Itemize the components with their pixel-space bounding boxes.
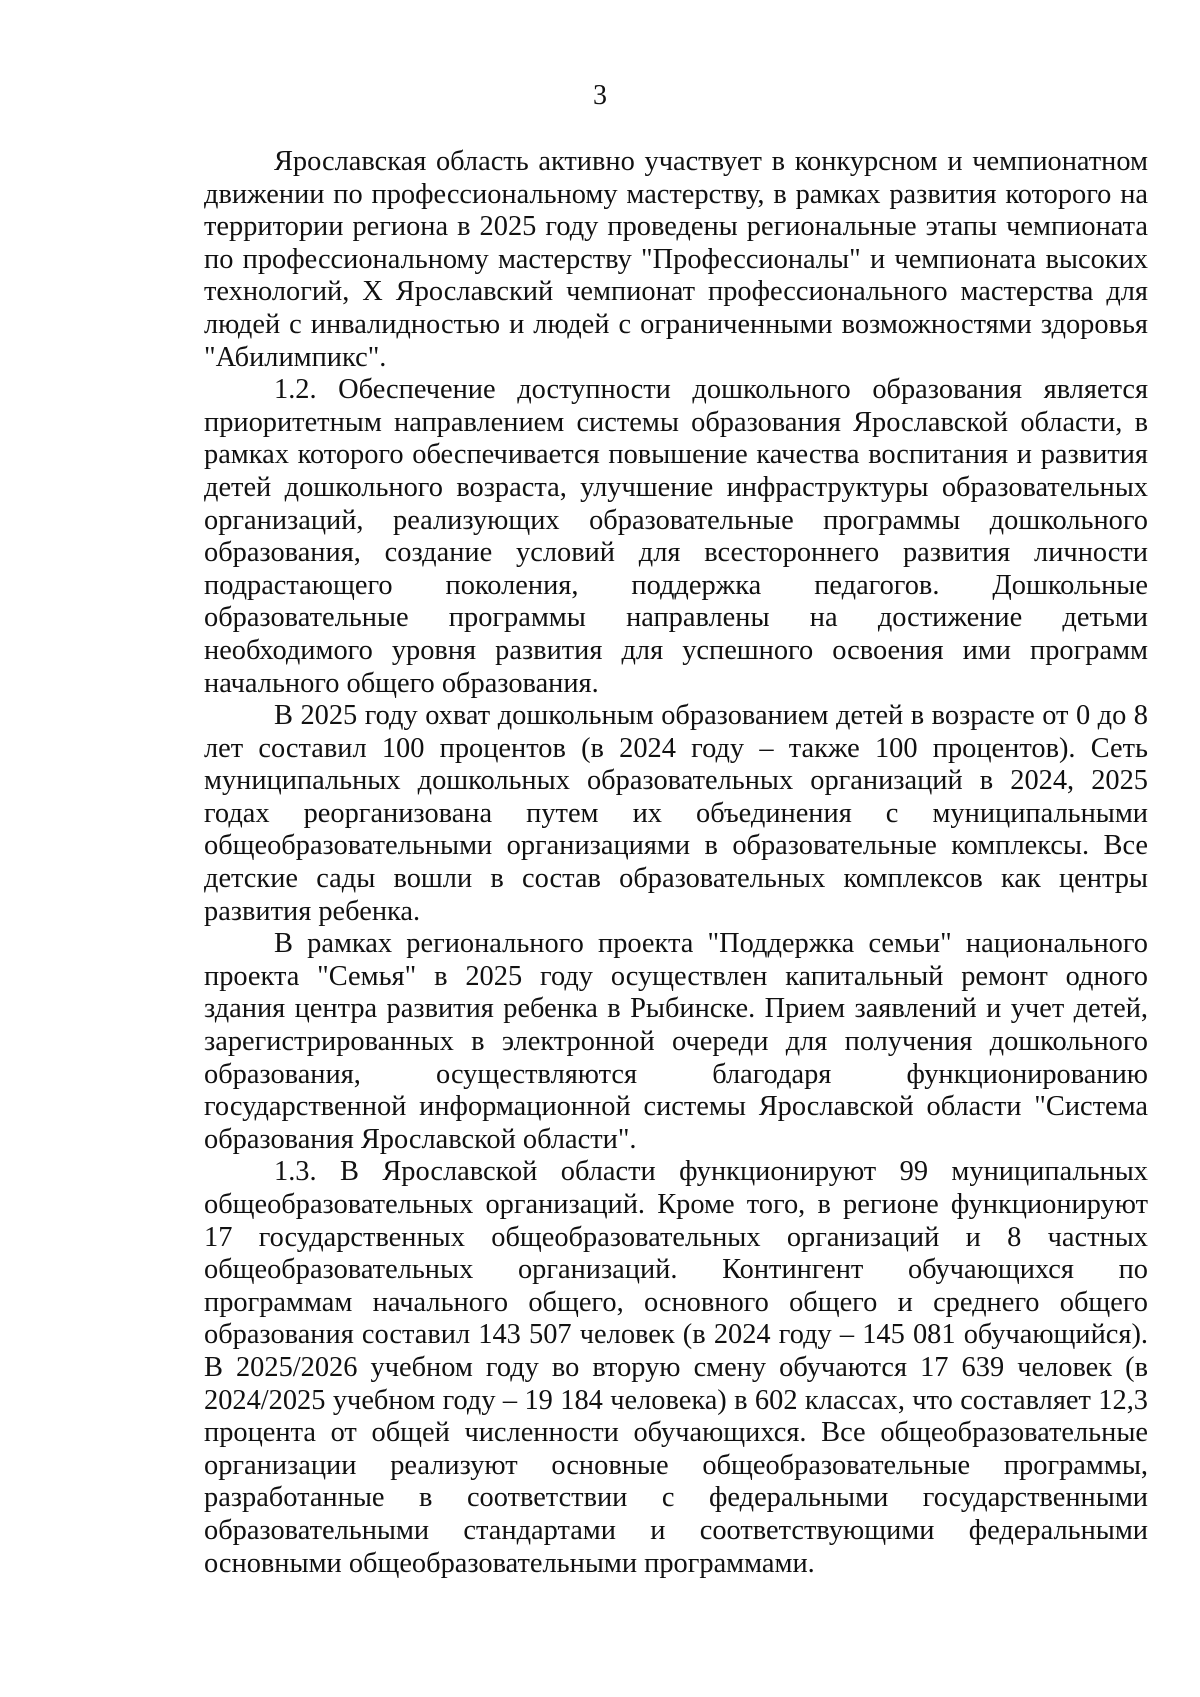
paragraph-preschool-coverage: В 2025 году охват дошкольным образованием детей в возрасте от 0 до 8 лет составил 100 процентов (в 2024 году – также 100 процентов). Сеть муниципальных дошкольных образовательных организаций в 2024, 2025 годах реорганизована путем их объединения с муниципальными общеобразовательными организациями в образовательные комплексы. Все детские сады вошли в состав образовательных комплексов как центры развития ребенка. <box>204 700 1148 927</box>
paragraph-championships: Ярославская область активно участвует в конкурсном и чемпионатном движении по профессиональному мастерству, в рамках развития которого на территории региона в 2025 году проведены региональные этапы чемпионата по профессиональному мастерству "Профессионалы" и чемпионата высоких технологий, X Ярославский чемпионат профессионального мастерства для людей с инвалидностью и людей с ограниченными возможностями здоровья "Абилимпикс". <box>204 146 1148 373</box>
page-number: 3 <box>593 80 607 111</box>
paragraph-general-education: 1.3. В Ярославской области функционируют 99 муниципальных общеобразовательных организаций. Кроме того, в регионе функционируют 17 государственных общеобразовательных организаций и 8 частных общеобразовательных организаций. Контингент обучающихся по программам начального общего, основного общего и среднего общего образования составил 143 507 человек (в 2024 году – 145 081 обучающийся). В 2025/2026 учебном году во вторую смену обучаются 17 639 человек (в 2024/2025 учебном году – 19 184 человека) в 602 классах, что составляет 12,3 процента от общей численности обучающихся. Все общеобразовательные организации реализуют основные общеобразовательные программы, разработанные в соответствии с федеральными государственными образовательными стандартами и соответствующими федеральными основными общеобразовательными программами. <box>204 1156 1148 1579</box>
paragraph-family-project: В рамках регионального проекта "Поддержка семьи" национального проекта "Семья" в 2025 году осуществлен капитальный ремонт одного здания центра развития ребенка в Рыбинске. Прием заявлений и учет детей, зарегистрированных в электронной очереди для получения дошкольного образования, осуществляются благодаря функционированию государственной информационной системы Ярославской области "Система образования Ярославской области". <box>204 928 1148 1155</box>
document-body <box>204 146 1148 1580</box>
paragraph-preschool-accessibility: 1.2. Обеспечение доступности дошкольного образования является приоритетным направлением системы образования Ярославской области, в рамках которого обеспечивается повышение качества воспитания и развития детей дошкольного возраста, улучшение инфраструктуры образовательных организаций, реализующих образовательные программы дошкольного образования, создание условий для всестороннего развития личности подрастающего поколения, поддержка педагогов. Дошкольные образовательные программы направлены на достижение детьми необходимого уровня развития для успешного освоения ими программ начального общего образования. <box>204 374 1148 699</box>
